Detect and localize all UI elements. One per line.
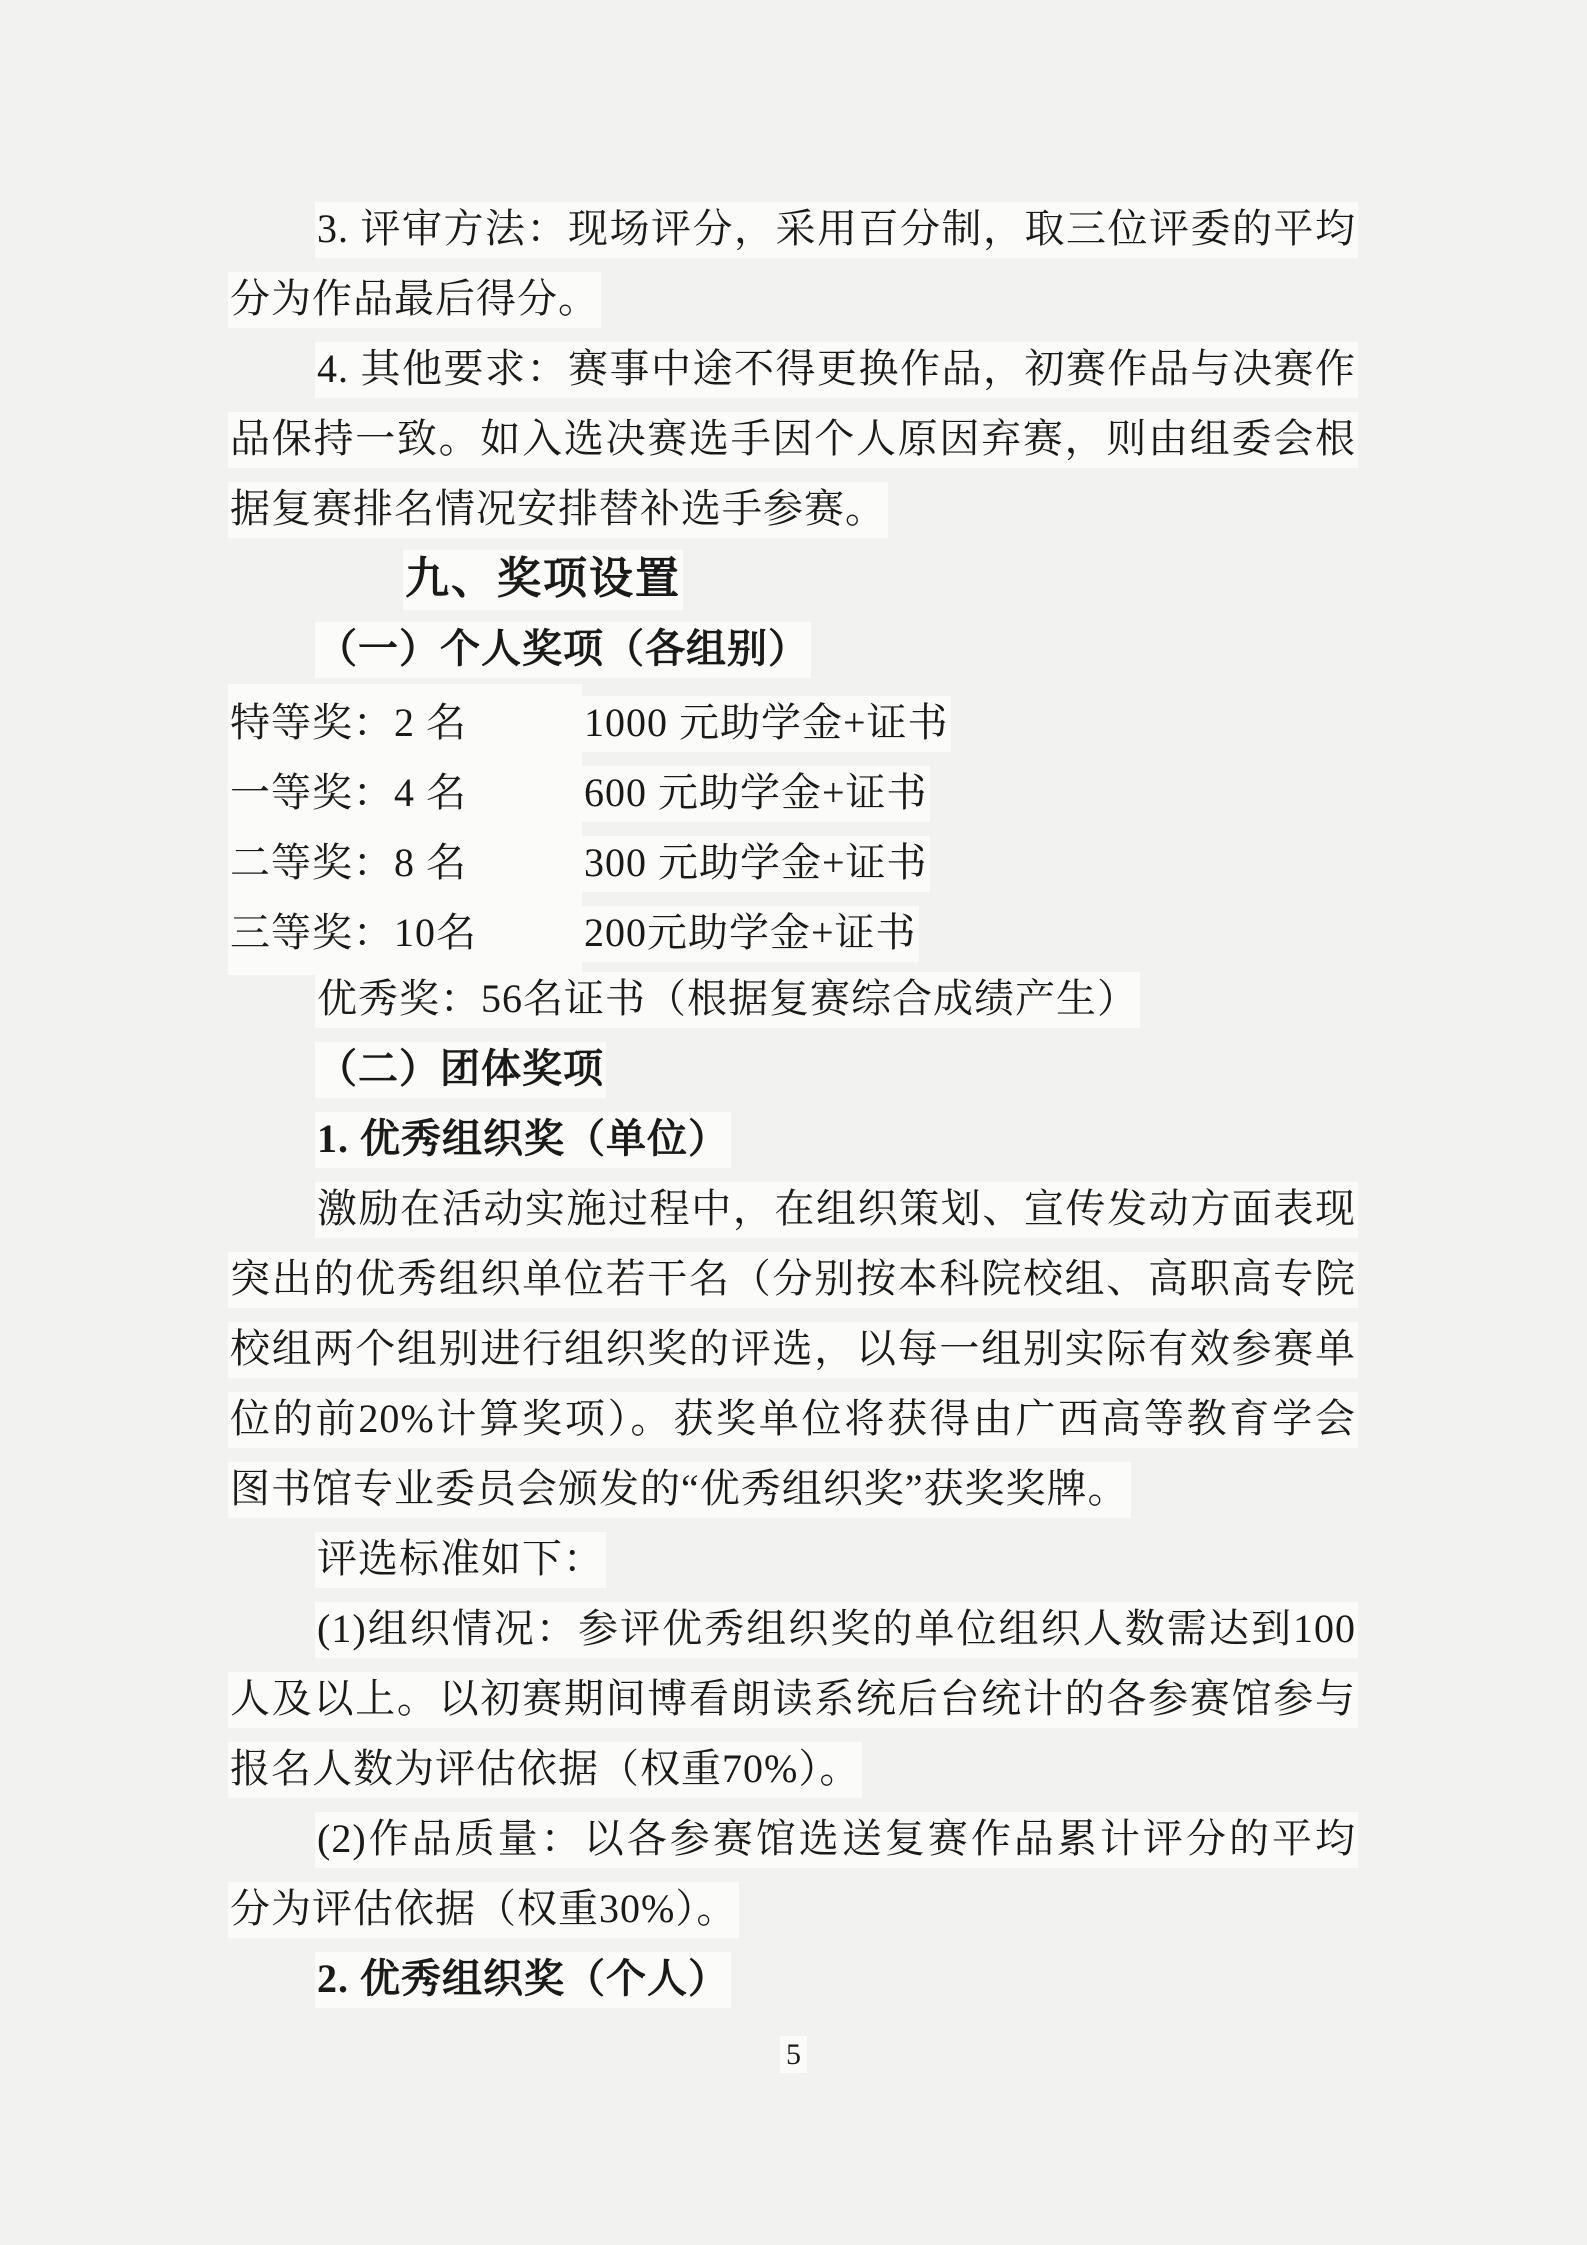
award-row [228, 824, 1358, 894]
text-line [228, 1454, 1358, 1524]
document-content [228, 194, 1358, 2014]
text-line [228, 194, 1358, 264]
line-text: 分为作品最后得分。 [228, 272, 601, 328]
text-line [228, 1734, 1358, 1804]
text-line [228, 1594, 1358, 1664]
sub-heading [228, 1104, 1358, 1174]
award-label: 三等奖：10名 [228, 894, 582, 975]
sub-heading [228, 1034, 1358, 1104]
line-text: 突出的优秀组织单位若干名（分别按本科院校组、高职高专院 [228, 1252, 1358, 1308]
sub-heading [228, 1944, 1358, 2014]
page-footer [0, 2038, 1587, 2072]
line-text: 激励在活动实施过程中，在组织策划、宣传发动方面表现 [315, 1182, 1358, 1238]
text-line [228, 1384, 1358, 1454]
text-line [228, 334, 1358, 404]
line-text: （一）个人奖项（各组别） [315, 622, 811, 678]
line-text: 报名人数为评估依据（权重70%）。 [228, 1742, 862, 1798]
award-label: 一等奖：4 名 [228, 754, 582, 835]
line-text: 3. 评审方法：现场评分，采用百分制，取三位评委的平均 [315, 202, 1358, 258]
sub-heading [228, 614, 1358, 684]
text-line [228, 474, 1358, 544]
line-text: 九、奖项设置 [403, 550, 683, 610]
line-text: (2)作品质量：以各参赛馆选送复赛作品累计评分的平均 [315, 1812, 1358, 1868]
award-label: 二等奖：8 名 [228, 824, 582, 905]
line-text: 评选标准如下： [315, 1532, 606, 1588]
text-line [228, 1244, 1358, 1314]
line-text: 图书馆专业委员会颁发的“优秀组织奖”获奖奖牌。 [228, 1462, 1131, 1518]
section-heading [228, 544, 1358, 614]
line-text: 校组两个组别进行组织奖的评选，以每一组别实际有效参赛单 [228, 1322, 1358, 1378]
line-text: (1)组织情况：参评优秀组织奖的单位组织人数需达到100 [315, 1602, 1358, 1658]
line-text: 品保持一致。如入选决赛选手因个人原因弃赛，则由组委会根 [228, 412, 1358, 468]
award-prize: 1000 元助学金+证书 [582, 696, 951, 752]
line-text: 2. 优秀组织奖（个人） [315, 1952, 731, 2008]
text-line [228, 1664, 1358, 1734]
text-line [228, 1804, 1358, 1874]
text-line [228, 964, 1358, 1034]
text-line [228, 1314, 1358, 1384]
line-text: 位的前20%计算奖项）。获奖单位将获得由广西高等教育学会 [228, 1392, 1358, 1448]
line-text: 4. 其他要求：赛事中途不得更换作品，初赛作品与决赛作 [315, 342, 1358, 398]
text-line [228, 1524, 1358, 1594]
award-row [228, 684, 1358, 754]
award-prize: 600 元助学金+证书 [582, 766, 930, 822]
line-text: 优秀奖：56名证书（根据复赛综合成绩产生） [315, 972, 1140, 1028]
award-row [228, 754, 1358, 824]
text-line [228, 404, 1358, 474]
page-number: 5 [780, 2036, 807, 2073]
award-row [228, 894, 1358, 964]
text-line [228, 1874, 1358, 1944]
line-text: 据复赛排名情况安排替补选手参赛。 [228, 482, 888, 538]
text-line [228, 264, 1358, 334]
award-label: 特等奖：2 名 [228, 684, 582, 765]
line-text: （二）团体奖项 [315, 1042, 606, 1098]
line-text: 1. 优秀组织奖（单位） [315, 1112, 731, 1168]
line-text: 人及以上。以初赛期间博看朗读系统后台统计的各参赛馆参与 [228, 1672, 1358, 1728]
award-prize: 300 元助学金+证书 [582, 836, 930, 892]
line-text: 分为评估依据（权重30%）。 [228, 1882, 739, 1938]
award-prize: 200元助学金+证书 [582, 906, 919, 962]
text-line [228, 1174, 1358, 1244]
